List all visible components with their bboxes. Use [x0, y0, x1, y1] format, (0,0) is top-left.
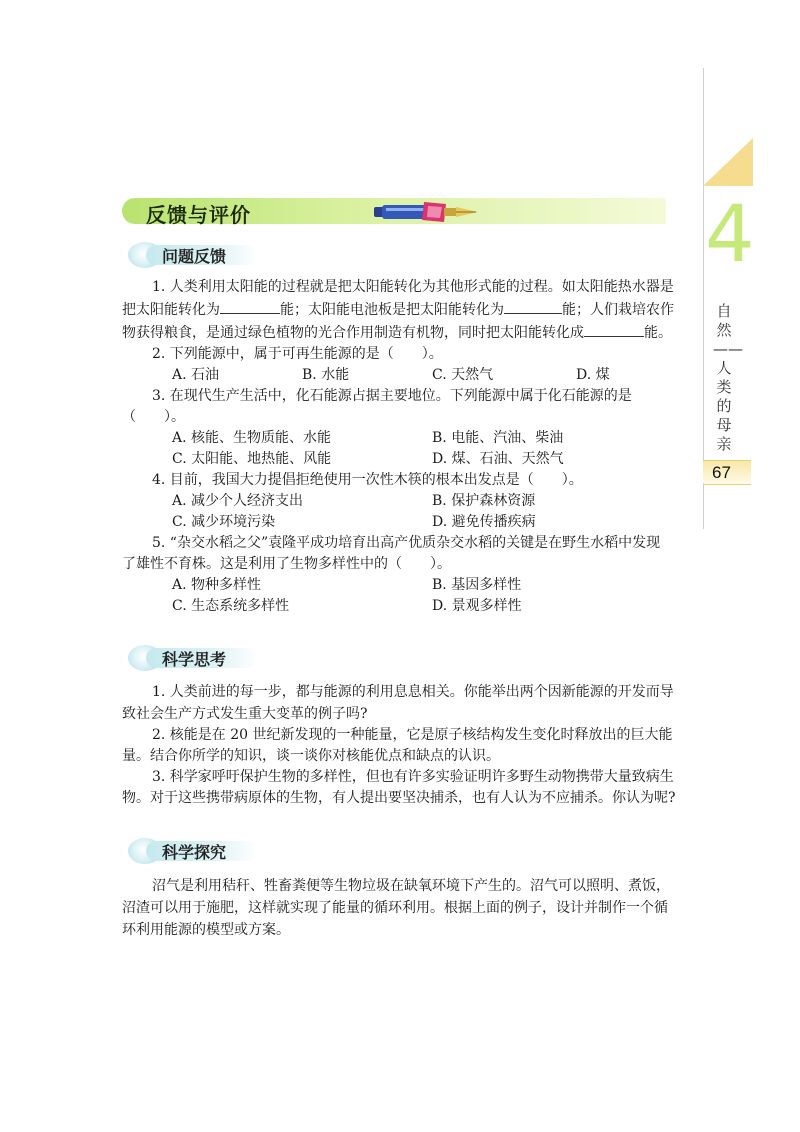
q3-line-1: 3. 在现代生产生活中，化石能源占据主要地位。下列能源中属于化石能源的是 [152, 388, 632, 404]
q1-line-3-part-b: 能。 [644, 325, 672, 341]
q5-option-d: D. 景观多样性 [432, 598, 522, 614]
section-header-thinking [128, 645, 258, 671]
q3-option-b: B. 电能、汽油、柴油 [432, 430, 564, 446]
q2-option-d: D. 煤 [576, 367, 610, 383]
side-tab-triangle [703, 138, 753, 186]
q1-line-3-part-a: 物获得粮食，是通过绿色植物的光合作用制造有机物，同时把太阳能转化成 [122, 325, 584, 341]
thinking-p2-line-1: 2. 核能是在 20 世纪新发现的一种能量，它是原子核结构发生变化时释放出的巨大能 [152, 727, 673, 743]
section-header-inquiry [128, 838, 258, 864]
thinking-p1-line-1: 1. 人类前进的每一步，都与能源的利用息息相关。你能举出两个因新能源的开发而导 [152, 684, 674, 700]
q1-line-2-part-b: 能；太阳能电池板是把太阳能转化为 [280, 302, 504, 318]
page-number: 67 [712, 463, 731, 482]
q2-option-a: A. 石油 [172, 367, 220, 383]
section-title: 科学思考 [162, 650, 227, 669]
q3-option-c: C. 太阳能、地热能、风能 [172, 451, 332, 467]
q1-line-3 [122, 322, 672, 344]
inquiry-line-3: 环利用能源的模型或方案。 [122, 922, 290, 938]
q1-line-1: 1. 人类利用太阳能的过程就是把太阳能转化为其他形式能的过程。如太阳能热水器是 [152, 279, 674, 295]
q2-option-b: B. 水能 [302, 367, 350, 383]
q3-line-2: （ ）。 [122, 409, 185, 425]
q5-line-2: 了雄性不育株。这是利用了生物多样性中的（ ）。 [122, 556, 451, 572]
q4-option-c: C. 减少环境污染 [172, 514, 276, 530]
inquiry-line-1: 沼气是利用秸秆、牲畜粪便等生物垃圾在缺氧环境下产生的。沼气可以照明、煮饭， [152, 878, 670, 894]
chapter-number: 4 [705, 190, 755, 280]
banner-title: 反馈与评价 [146, 203, 251, 227]
chapter-title: 自然——人类的母亲 [713, 302, 743, 453]
section-header-feedback [128, 242, 258, 268]
pen-icon [372, 200, 480, 224]
q4-option-a: A. 减少个人经济支出 [172, 493, 304, 509]
q2-option-c: C. 天然气 [432, 367, 494, 383]
q5-option-b: B. 基因多样性 [432, 577, 522, 593]
q1-line-2-part-c: 能；人们栽培农作 [562, 302, 674, 318]
side-tab-edge [703, 68, 704, 508]
q5-option-c: C. 生态系统多样性 [172, 598, 290, 614]
answer-blank [504, 299, 562, 314]
q5-option-a: A. 物种多样性 [172, 577, 262, 593]
q1-line-2-part-a: 把太阳能转化为 [122, 302, 220, 318]
q1-line-2 [122, 299, 674, 321]
thinking-p3-line-1: 3. 科学家呼吁保护生物的多样性，但也有许多实验证明许多野生动物携带大量致病生 [152, 769, 674, 785]
answer-blank [220, 299, 280, 314]
thinking-p1-line-2: 致社会生产方式发生重大变革的例子吗? [122, 706, 368, 722]
section-title: 科学探究 [162, 843, 227, 862]
answer-blank [584, 322, 644, 337]
q4-option-d: D. 避免传播疾病 [432, 514, 536, 530]
q5-line-1: 5. “杂交水稻之父”袁隆平成功培育出高产优质杂交水稻的关键是在野生水稻中发现 [152, 535, 661, 551]
section-title: 问题反馈 [162, 247, 227, 266]
q2: 2. 下列能源中，属于可再生能源的是（ ）。 [152, 346, 443, 362]
thinking-p3-line-2: 物。对于这些携带病原体的生物，有人提出要坚决捕杀，也有人认为不应捕杀。你认为呢? [122, 790, 676, 806]
q4-option-b: B. 保护森林资源 [432, 493, 536, 509]
inquiry-line-2: 沼渣可以用于施肥，这样就实现了能量的循环利用。根据上面的例子，设计并制作一个循 [122, 900, 668, 916]
thinking-p2-line-2: 量。结合你所学的知识，谈一谈你对核能优点和缺点的认识。 [122, 748, 500, 764]
q3-option-a: A. 核能、生物质能、水能 [172, 430, 332, 446]
side-tab-bottom [703, 483, 752, 529]
q4: 4. 目前，我国大力提倡拒绝使用一次性木筷的根本出发点是（ ）。 [152, 472, 583, 488]
q3-option-d: D. 煤、石油、天然气 [432, 451, 564, 467]
